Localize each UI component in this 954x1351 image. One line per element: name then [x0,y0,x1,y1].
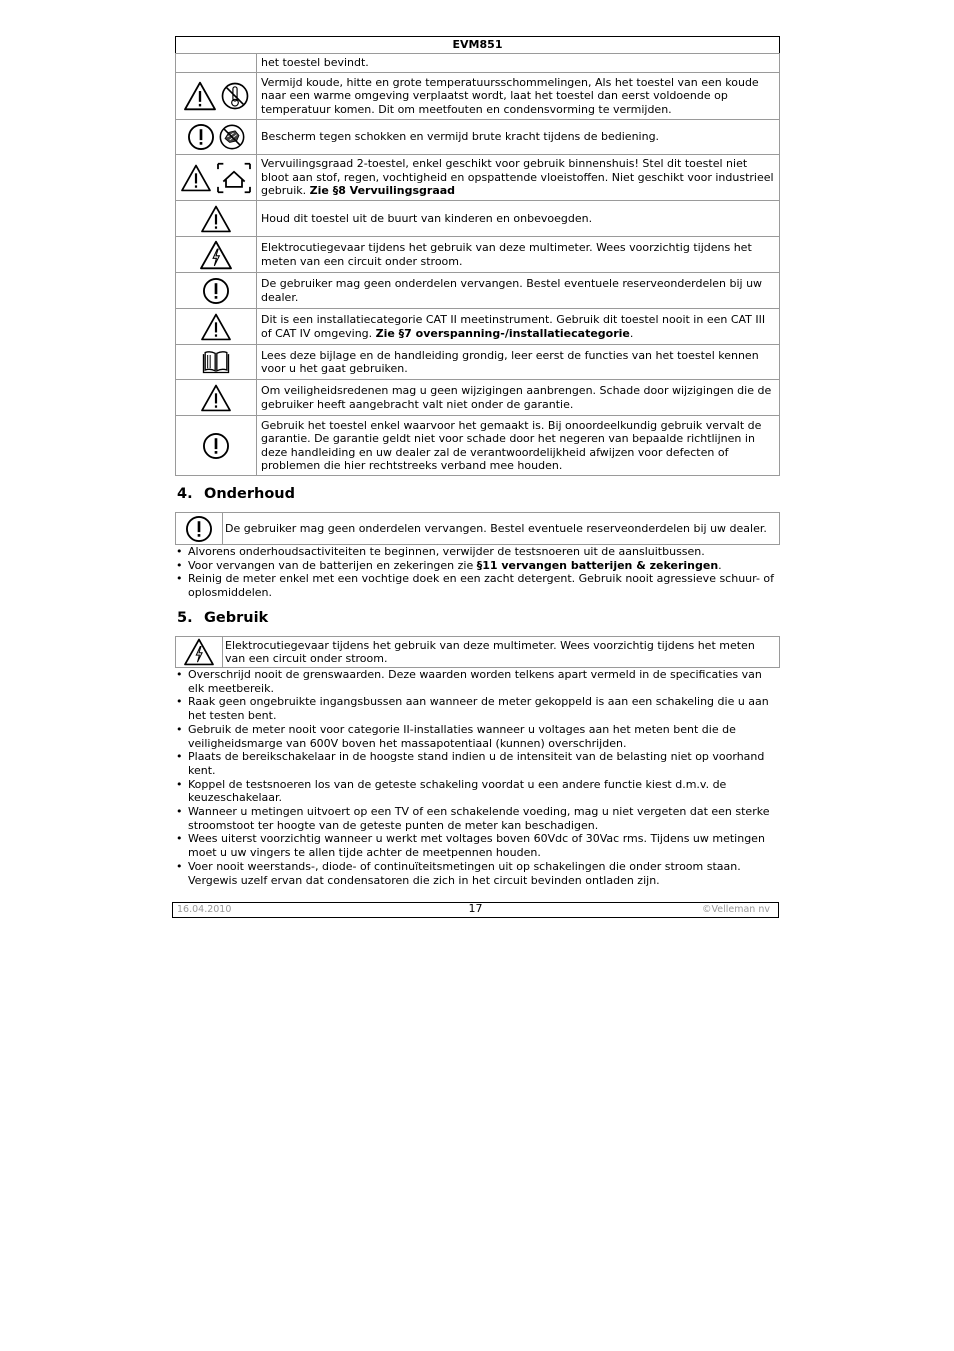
row-text-main: Vervuilingsgraad 2-toestel, enkel geschikt voor gebruik binnenshuis! Stel dit toestel niet bloot aan stof, regen, vochtigheid en opspattende vloeistoffen. Niet geschikt voor industrieel gebruik. [261,157,774,198]
icon-cell [176,73,257,120]
electrocution-icon [182,638,216,666]
list-item: • Wanneer u metingen uitvoert op een TV of een schakelende voeding, mag u niet vergeten dat een sterke stroomstoot ter hoogte van de geteste punten de meter kan beschadigen. [176,805,780,832]
section-title: Gebruik [204,610,269,626]
icon-cell [176,416,257,476]
usage-list [176,668,780,887]
exclamation-icon [202,277,230,305]
page-footer [172,902,779,918]
warning-icon [180,164,212,192]
table-row [176,155,780,201]
footer-date: 16.04.2010 [177,904,232,915]
page-header-model: EVM851 [175,36,780,54]
note-text: De gebruiker mag geen onderdelen vervangen. Bestel eventuele reserveonderdelen bij uw dealer. [223,513,780,545]
shock-prohibited-icon [218,123,246,151]
electrocution-icon [199,240,233,270]
list-item: • Overschrijd nooit de grenswaarden. Deze waarden worden telkens apart vermeld in de specificaties van elk meetbereik. [176,668,780,695]
icon-cell [176,380,257,416]
icon-cell [176,513,223,545]
list-item: • Reinig de meter enkel met een vochtige doek en een zacht detergent. Gebruik nooit agressieve schuur- of oplosmiddelen. [176,572,780,599]
maintenance-list [176,545,780,600]
row-text: Vermijd koude, hitte en grote temperatuursschommelingen, Als het toestel van een koude naar een warme omgeving verplaatst wordt, laat het toestel dan eerst voldoende op temperatuur komen. Dit om meetfouten en condensvorming te vermijden. [257,73,780,120]
page-number: 17 [468,902,483,915]
table-row [176,237,780,273]
exclamation-icon [202,432,230,460]
list-item-text: Voor vervangen van de batterijen en zekeringen zie [188,558,477,572]
list-item: • Voer nooit weerstands-, diode- of continuïteitsmetingen uit op schakelingen die onder stroom staan. Vergewis uzelf ervan dat condensatoren die zich in het circuit bevinden ontladen zijn. [176,860,780,887]
list-item: • Alvorens onderhoudsactiviteiten te beginnen, verwijder de testsnoeren uit de aansluitbussen. [176,545,780,559]
icon-cell [176,273,257,309]
list-item [176,559,780,573]
row-text-end: . [629,326,634,340]
exclamation-icon [185,515,213,543]
warning-icon [199,205,233,233]
row-text: Houd dit toestel uit de buurt van kinderen en onbevoegden. [257,201,780,237]
section-reference: Zie §7 overspanning-/installatiecategorie [375,326,630,340]
icon-cell [176,201,257,237]
row-text: Bescherm tegen schokken en vermijd brute kracht tijdens de bediening. [257,120,780,155]
table-row [176,273,780,309]
icon-cell [176,637,223,668]
row-text: Gebruik het toestel enkel waarvoor het gemaakt is. Bij onoordeelkundig gebruik vervalt de garantie. De garantie geldt niet voor schade door het negeren van bepaalde richtlijnen in deze handleiding en uw dealer zal de verantwoordelijkheid afwijzen voor defecten of problemen die hier rechtstreeks verband mee houden. [257,416,780,476]
table-row [176,54,780,73]
warning-icon [199,313,233,341]
table-row [176,345,780,380]
safety-instructions-table [175,53,780,476]
row-text [257,309,780,345]
list-item: • Raak geen ongebruikte ingangsbussen aan wanneer de meter gekoppeld is aan een schakeling die u aan het testen bent. [176,695,780,722]
list-item: • Plaats de bereikschakelaar in de hoogste stand indien u de intensiteit van de belasting niet op voorhand kent. [176,750,780,777]
icon-cell [176,309,257,345]
icon-cell-empty [176,54,257,73]
footer-copyright: ©Velleman nv [702,904,770,915]
row-text: De gebruiker mag geen onderdelen vervangen. Bestel eventuele reserveonderdelen bij uw dealer. [257,273,780,309]
section-heading-gebruik [177,609,268,627]
icon-cell [176,237,257,273]
icon-cell [176,155,257,201]
usage-note [175,636,780,668]
row-text-main: Dit is een installatiecategorie CAT II meetinstrument. Gebruik dit toestel nooit in een CAT III of CAT IV omgeving. [261,313,766,340]
table-row [176,201,780,237]
manual-book-icon [201,349,231,376]
section-number: 5. [177,610,193,626]
table-row [176,309,780,345]
list-item: • Wees uiterst voorzichtig wanneer u werkt met voltages boven 60Vdc of 30Vac rms. Tijdens uw metingen moet u uw vingers te allen tijde achter de meetpennen houden. [176,832,780,859]
section-reference: Zie §8 Vervuilingsgraad [309,184,456,198]
list-item: • Koppel de testsnoeren los van de geteste schakeling voordat u een andere functie kiest d.m.v. de keuzeschakelaar. [176,778,780,805]
thermometer-prohibited-icon [220,81,250,111]
table-row [176,73,780,120]
warning-icon [199,384,233,412]
indoor-house-icon [215,162,253,194]
row-text [257,155,780,201]
icon-cell [176,120,257,155]
note-row [176,513,780,545]
table-row [176,380,780,416]
note-text: Elektrocutiegevaar tijdens het gebruik van deze multimeter. Wees voorzichtig tijdens het meten van een circuit onder stroom. [223,637,780,668]
icon-cell [176,345,257,380]
list-item: • Gebruik de meter nooit voor categorie II-installaties wanneer u voltages aan het meten bent die de veiligheidsmarge van 600V boven het massapotentiaal (kunnen) overschrijden. [176,723,780,750]
table-row [176,416,780,476]
row-text: het toestel bevindt. [257,54,780,73]
row-text: Elektrocutiegevaar tijdens het gebruik van deze multimeter. Wees voorzichtig tijdens het meten van een circuit onder stroom. [257,237,780,273]
section-number: 4. [177,486,193,502]
exclamation-icon [187,123,215,151]
list-item-end: . [718,558,722,572]
warning-icon [183,81,217,111]
table-row [176,120,780,155]
row-text: Om veiligheidsredenen mag u geen wijzigingen aanbrengen. Schade door wijzigingen die de gebruiker heeft aangebracht valt niet onder de garantie. [257,380,780,416]
note-row [176,637,780,668]
section-heading-onderhoud [177,485,295,503]
row-text: Lees deze bijlage en de handleiding grondig, leer eerst de functies van het toestel kennen voor u het gaat gebruiken. [257,345,780,380]
maintenance-note [175,512,780,545]
section-reference: §11 vervangen batterijen & zekeringen [476,558,719,572]
section-title: Onderhoud [204,486,296,502]
